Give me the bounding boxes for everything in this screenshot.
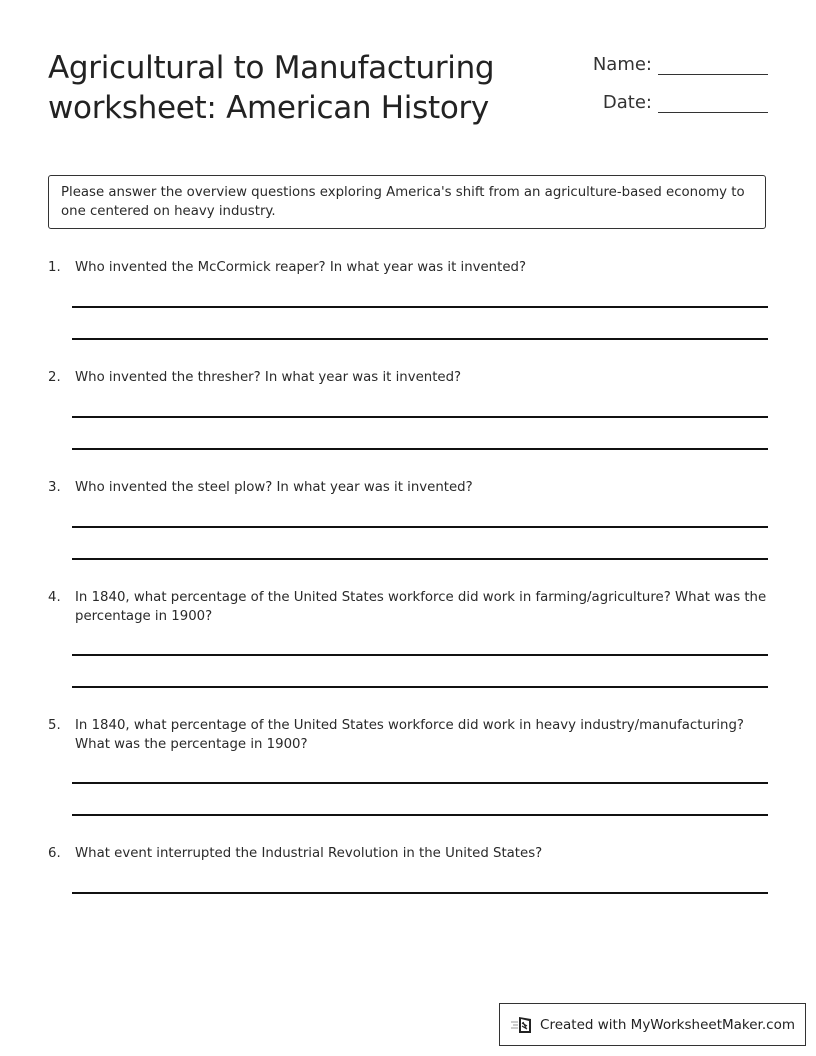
question-number: 4. bbox=[48, 590, 61, 605]
question-number: 3. bbox=[48, 480, 61, 495]
question-text: Who invented the steel plow? In what year was it invented? bbox=[75, 480, 473, 495]
instructions-box: Please answer the overview questions exploring America's shift from an agriculture-based economy to one centered on heavy industry. bbox=[48, 175, 766, 229]
name-input-line[interactable] bbox=[658, 52, 768, 75]
question-text: What event interrupted the Industrial Revolution in the United States? bbox=[75, 846, 543, 861]
question-2 bbox=[48, 368, 768, 387]
answer-line[interactable] bbox=[72, 686, 768, 688]
question-number: 6. bbox=[48, 846, 61, 861]
question-1 bbox=[48, 258, 768, 277]
question-text: In 1840, what percentage of the United States workforce did work in farming/agriculture? What was the percentage in 1900? bbox=[75, 590, 767, 624]
question-text: In 1840, what percentage of the United States workforce did work in heavy industry/manufacturing? What was the percentage in 1900? bbox=[75, 718, 744, 752]
date-input-line[interactable] bbox=[658, 90, 768, 113]
answer-line[interactable] bbox=[72, 814, 768, 816]
question-number: 1. bbox=[48, 260, 61, 275]
name-field bbox=[593, 52, 768, 76]
worksheet-title bbox=[48, 48, 568, 128]
answer-line[interactable] bbox=[72, 892, 768, 894]
question-4 bbox=[48, 588, 768, 626]
title-line-2: worksheet: American History bbox=[48, 90, 489, 126]
answer-line[interactable] bbox=[72, 654, 768, 656]
answer-line[interactable] bbox=[72, 558, 768, 560]
question-text: Who invented the McCormick reaper? In what year was it invented? bbox=[75, 260, 527, 275]
question-6 bbox=[48, 844, 768, 863]
answer-line[interactable] bbox=[72, 782, 768, 784]
name-label: Name: bbox=[592, 54, 652, 75]
answer-line[interactable] bbox=[72, 448, 768, 450]
question-3 bbox=[48, 478, 768, 497]
answer-line[interactable] bbox=[72, 338, 768, 340]
footer-badge[interactable] bbox=[499, 1003, 806, 1046]
footer-text: Created with MyWorksheetMaker.com bbox=[540, 1016, 795, 1033]
question-text: Who invented the thresher? In what year was it invented? bbox=[75, 370, 462, 385]
worksheet-logo-icon bbox=[510, 1015, 534, 1035]
question-number: 2. bbox=[48, 370, 61, 385]
title-line-1: Agricultural to Manufacturing bbox=[48, 50, 495, 86]
answer-line[interactable] bbox=[72, 306, 768, 308]
answer-line[interactable] bbox=[72, 526, 768, 528]
date-label: Date: bbox=[602, 92, 652, 113]
date-field bbox=[603, 90, 768, 114]
question-number: 5. bbox=[48, 718, 61, 733]
question-5 bbox=[48, 716, 768, 754]
answer-line[interactable] bbox=[72, 416, 768, 418]
